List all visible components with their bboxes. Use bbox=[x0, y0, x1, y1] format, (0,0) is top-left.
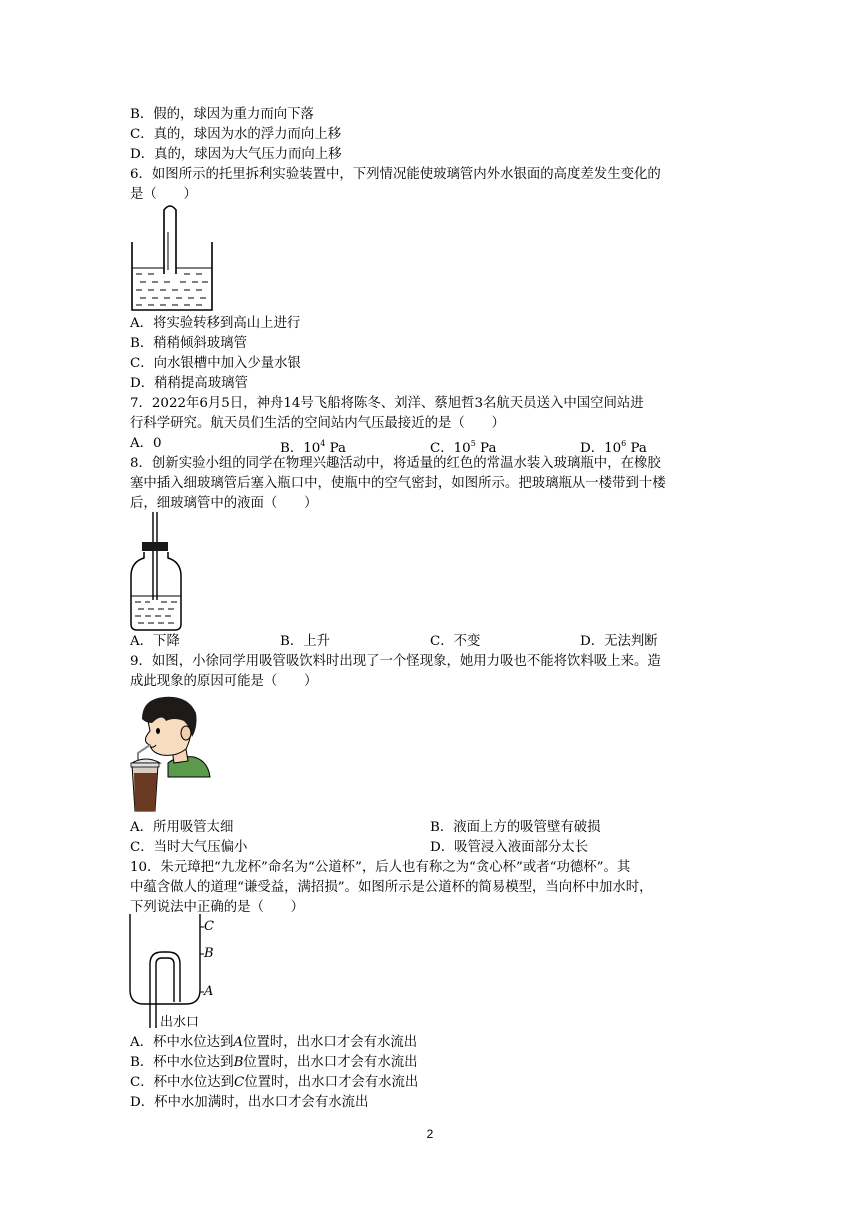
q9-option-c: C．当时大气压偏小 bbox=[130, 840, 248, 855]
q7-stem-line1: 7．2022年6月5日，神舟14号飞船将陈冬、刘洋、蔡旭哲3名航天员送入中国空间站进 bbox=[130, 396, 644, 411]
q7-option-b: B．$10^4$ Pa bbox=[280, 439, 347, 456]
q7-stem-line2: 行科学研究。航天员们生活的空间站内气压最接近的是（ ） bbox=[130, 416, 505, 431]
q8-option-a: A．下降 bbox=[130, 634, 180, 649]
q10-stem-line2: 中蕴含做人的道理“谦受益，满招损”。如图所示是公道杯的简易模型，当向杯中加水时， bbox=[130, 880, 653, 895]
q10-option-b: B．杯中水位达到B位置时，出水口才会有水流出 bbox=[130, 1055, 418, 1070]
page-number: 2 bbox=[426, 1127, 434, 1141]
glass-bottle-figure bbox=[128, 512, 184, 632]
q10-option-a: A．杯中水位达到A位置时，出水口才会有水流出 bbox=[130, 1035, 418, 1050]
level-a-label: A bbox=[204, 984, 214, 999]
q8-stem-line3: 后，细玻璃管中的液面（ ） bbox=[130, 496, 318, 511]
boy-drinking-straw-figure bbox=[128, 693, 212, 815]
q5-option-d: D．真的，球因为大气压力而向上移 bbox=[130, 147, 342, 162]
q6-stem-line2: 是（ ） bbox=[130, 187, 197, 202]
q7-option-d: D．$10^6$ Pa bbox=[580, 439, 647, 456]
q7-option-c: C．$10^5$ Pa bbox=[430, 439, 497, 456]
q5-option-c: C．真的，球因为水的浮力而向上移 bbox=[130, 127, 342, 142]
outlet-label: 出水口 bbox=[160, 1015, 200, 1030]
q5-option-b: B．假的，球因为重力而向下落 bbox=[130, 107, 314, 122]
q8-option-c: C．不变 bbox=[430, 634, 481, 649]
q9-stem-line2: 成此现象的原因可能是（ ） bbox=[130, 674, 318, 689]
q6-option-d: D．稍稍提高玻璃管 bbox=[130, 376, 248, 391]
q9-option-d: D．吸管浸入液面部分太长 bbox=[430, 840, 589, 855]
q6-stem-line1: 6．如图所示的托里拆利实验装置中，下列情况能使玻璃管内外水银面的高度差发生变化的 bbox=[130, 167, 661, 182]
q8-stem-line1: 8．创新实验小组的同学在物理兴趣活动中，将适量的红色的常温水装入玻璃瓶中，在橡胶 bbox=[130, 456, 661, 471]
q9-option-a: A．所用吸管太细 bbox=[130, 820, 234, 835]
level-b-label: B bbox=[204, 946, 214, 961]
q9-option-b: B．液面上方的吸管壁有破损 bbox=[430, 820, 601, 835]
q10-stem-line1: 10．朱元璋把“九龙杯”命名为“公道杯”，后人也有称之为“贪心杯”或者“功德杯”。其 bbox=[130, 860, 631, 875]
q6-option-b: B．稍稍倾斜玻璃管 bbox=[130, 336, 247, 351]
torricelli-apparatus-figure bbox=[128, 202, 218, 314]
q9-stem-line1: 9．如图，小徐同学用吸管吸饮料时出现了一个怪现象，她用力吸也不能将饮料吸上来。造 bbox=[130, 654, 661, 669]
level-c-label: C bbox=[204, 919, 214, 934]
q10-stem-line3: 下列说法中正确的是（ ） bbox=[130, 900, 305, 915]
q8-stem-line2: 塞中插入细玻璃管后塞入瓶口中，使瓶中的空气密封，如图所示。把玻璃瓶从一楼带到十楼 bbox=[130, 476, 666, 491]
q8-option-d: D．无法判断 bbox=[580, 634, 658, 649]
q8-option-b: B．上升 bbox=[280, 634, 331, 649]
q7-option-a: A．0 bbox=[130, 436, 162, 451]
q6-option-a: A．将实验转移到高山上进行 bbox=[130, 316, 301, 331]
q10-option-c: C．杯中水位达到C位置时，出水口才会有水流出 bbox=[130, 1075, 419, 1090]
q6-option-c: C．向水银槽中加入少量水银 bbox=[130, 356, 301, 371]
q10-option-d: D．杯中水加满时，出水口才会有水流出 bbox=[130, 1095, 369, 1110]
